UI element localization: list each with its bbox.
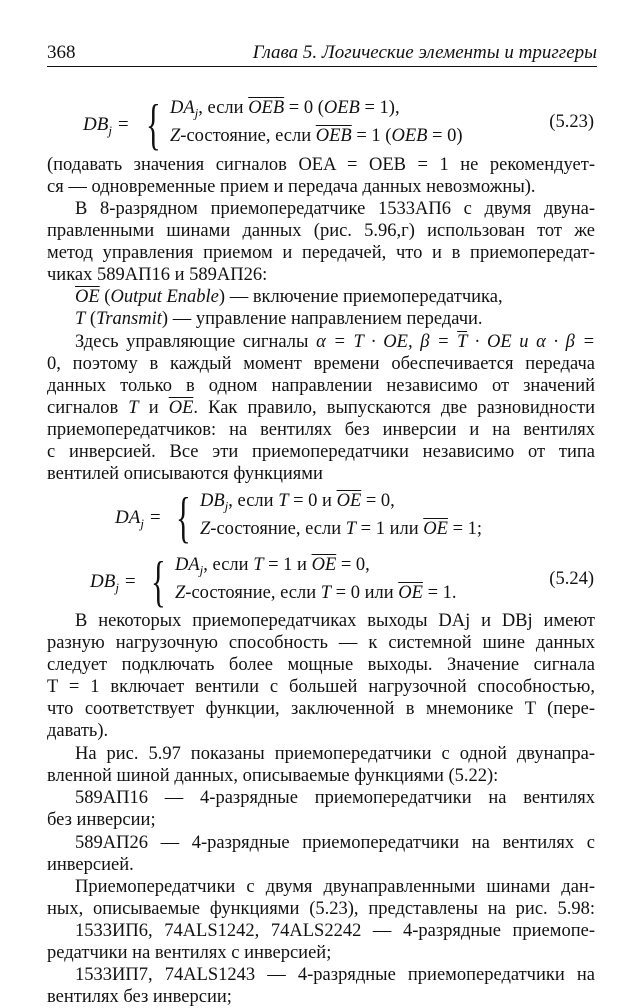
text-line: правленными шинами данных (рис. 5.96,г) использован тот же (47, 221, 595, 241)
page-number: 368 (47, 42, 76, 63)
list-item-continuation: инверсией. (47, 855, 134, 875)
brace-glyph: { (176, 487, 191, 549)
text-line: что соответствует функции, заключенной в мнемонике T (пере- (47, 699, 595, 719)
text-line: приемопередатчиков: на вентилях без инверсии и на вентилях (47, 420, 595, 440)
equation-5-24 (0, 552, 639, 612)
equation-da (0, 488, 639, 548)
text-line: Здесь управляющие сигналы α = T · OE, $\beta = \overline{T}$ · OE и α · β = (75, 332, 595, 352)
running-title: Глава 5. Логические элементы и триггеры (252, 42, 597, 63)
list-item-continuation: без инверсии; (47, 810, 156, 830)
text-line: следует подключать более мощные выходы. Значение сигнала (47, 655, 595, 675)
equation-case-1: $DA_j$, если T = 1 и $\overline{OE} = 0$, (175, 555, 370, 578)
equation-case-1: $DA_j$, если $\overline{OEB} = 0$ (OEB = 1), (170, 98, 400, 121)
text-line: Приемопередатчики с двумя двунаправленными шинами дан- (75, 877, 595, 897)
text-line: с инверсией. Все эти приемопередатчики независимо от типа (47, 442, 595, 462)
list-item-1533ip6: 1533ИП6, 74ALS1242, 74ALS2242 — 4-разрядные приемопе- (75, 921, 595, 941)
brace-glyph: { (146, 94, 161, 156)
signal-oe-line: $\overline{OE}$ (Output Enable) — включение приемопередатчика, (75, 287, 503, 307)
equation-lhs: $DB_j$ = (83, 114, 130, 138)
equation-5-23 (0, 95, 639, 155)
equation-case-2: Z-состояние, если $\overline{OEB} = 1$ (OEB = 0) (170, 126, 463, 146)
text-line: 0, поэтому в каждый момент времени обеспечивается передача (47, 354, 595, 374)
text-line: ся — одновременные прием и передача данных невозможны). (47, 177, 536, 197)
equation-number: (5.23) (549, 112, 594, 132)
text-line: чиках 589АП16 и 589АП26: (47, 265, 268, 285)
list-item-continuation: редатчики на вентилях с инверсией; (47, 943, 332, 963)
text-line: В 8-разрядном приемопередатчике 1533АП6 с двумя двуна- (75, 199, 595, 219)
equation-lhs: $DA_j$ = (115, 507, 162, 531)
signal-t-line: T (Transmit) — управление направлением передачи. (75, 309, 483, 329)
text-line: давать). (47, 721, 109, 741)
text-line: T = 1 включает вентили с большей нагрузочной способностью, (47, 677, 595, 697)
text-line: сигналов T и $\overline{OE}$. Как правило, выпускаются две разновидности (47, 398, 595, 418)
text-line: вентилей описываются функциями (47, 464, 323, 484)
text-line: метод управления приемом и передачей, что и в приемопередат- (47, 243, 595, 263)
text-line: разную нагрузочную способность — к системной шине данных (47, 633, 595, 653)
list-item-589ap16: 589АП16 — 4-разрядные приемопередатчики на вентилях (75, 788, 595, 808)
text-line: В некоторых приемопередатчиках выходы DAj и DBj имеют (75, 611, 595, 631)
text-line: вленной шиной данных, описываемые функциями (5.22): (47, 766, 499, 786)
equation-case-2: Z-состояние, если T = 0 или $\overline{OE} = 1$. (175, 583, 457, 603)
list-item-589ap26: 589АП26 — 4-разрядные приемопередатчики на вентилях с (75, 833, 595, 853)
text-line: (подавать значения сигналов OEA = OEB = 1 не рекомендует- (47, 155, 595, 175)
equation-lhs: $DB_j$ = (90, 571, 137, 595)
list-item-1533ip7: 1533ИП7, 74ALS1243 — 4-разрядные приемопередатчики на (75, 965, 595, 985)
list-item-continuation: вентилях без инверсии; (47, 987, 232, 1007)
brace-glyph: { (151, 551, 166, 613)
text-line: На рис. 5.97 показаны приемопередатчики с одной двунапра- (75, 744, 595, 764)
running-header (47, 40, 597, 67)
text-line: ных, описываемые функциями (5.23), представлены на рис. 5.98: (47, 899, 595, 919)
equation-case-2: Z-состояние, если T = 1 или $\overline{OE} = 1$; (200, 519, 483, 539)
equation-number: (5.24) (549, 569, 594, 589)
text-line: данных только в одном направлении независимо от значений (47, 376, 595, 396)
equation-case-1: $DB_j$, если T = 0 и $\overline{OE} = 0$, (200, 491, 395, 514)
